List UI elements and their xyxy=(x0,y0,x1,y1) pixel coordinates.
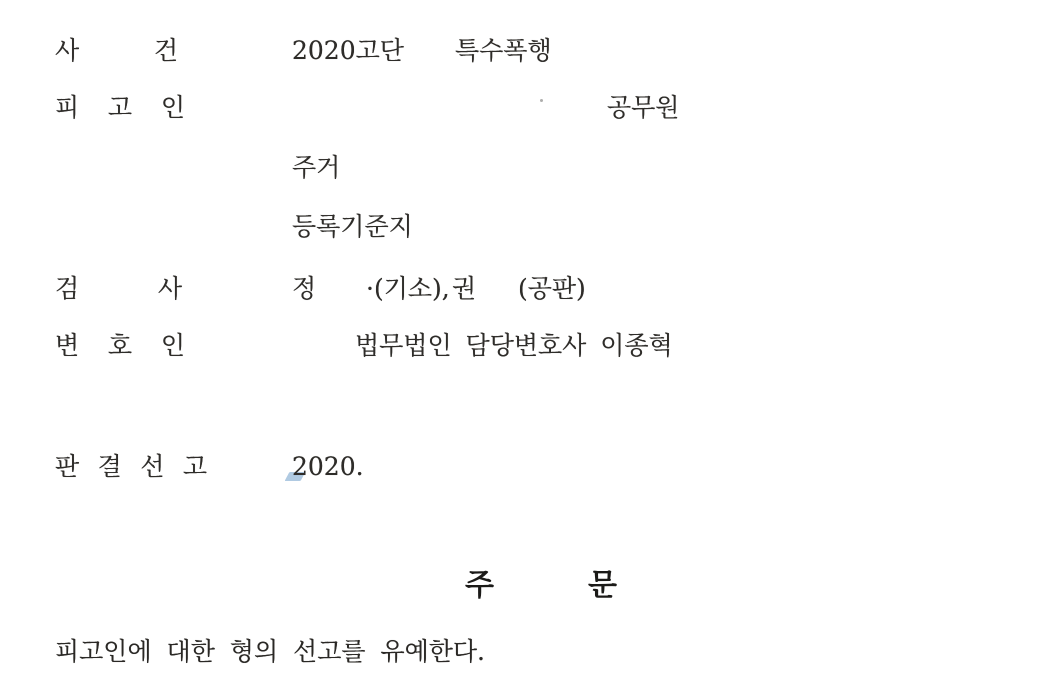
prosecutor-label: 검 사 xyxy=(55,274,182,303)
case-row xyxy=(0,36,1037,68)
residence-field: 주거 xyxy=(292,153,341,182)
defendant-label: 피 고 인 xyxy=(55,93,185,122)
prosecution-tag: ·(기소), xyxy=(366,274,450,303)
sentencing-label: 판 결 선 고 xyxy=(55,452,207,481)
registry-field: 등록기준지 xyxy=(292,212,413,241)
registry-row xyxy=(0,212,1037,244)
case-name: 특수폭행 xyxy=(455,36,552,65)
order-heading: 주 문 xyxy=(465,568,617,603)
trial-tag: (공판) xyxy=(518,274,586,303)
sentencing-row xyxy=(0,452,1037,484)
scan-speck-artifact xyxy=(540,99,543,102)
trial-name: 권 xyxy=(452,274,477,303)
counsel-label: 변 호 인 xyxy=(55,331,185,360)
order-text: 피고인에 대한 형의 선고를 유예한다. xyxy=(55,637,485,666)
sentencing-date: 2020. xyxy=(292,452,364,481)
prosecution-name: 정 xyxy=(292,274,317,303)
defendant-occupation: 공무원 xyxy=(607,93,680,122)
counsel-row xyxy=(0,331,1037,363)
defendant-row xyxy=(0,93,1037,125)
case-number: 2020고단 xyxy=(292,36,404,65)
prosecutor-row xyxy=(0,274,1037,306)
case-label: 사 건 xyxy=(55,36,178,65)
counsel-value: 법무법인 담당변호사 이종혁 xyxy=(355,331,673,360)
residence-row xyxy=(0,153,1037,185)
